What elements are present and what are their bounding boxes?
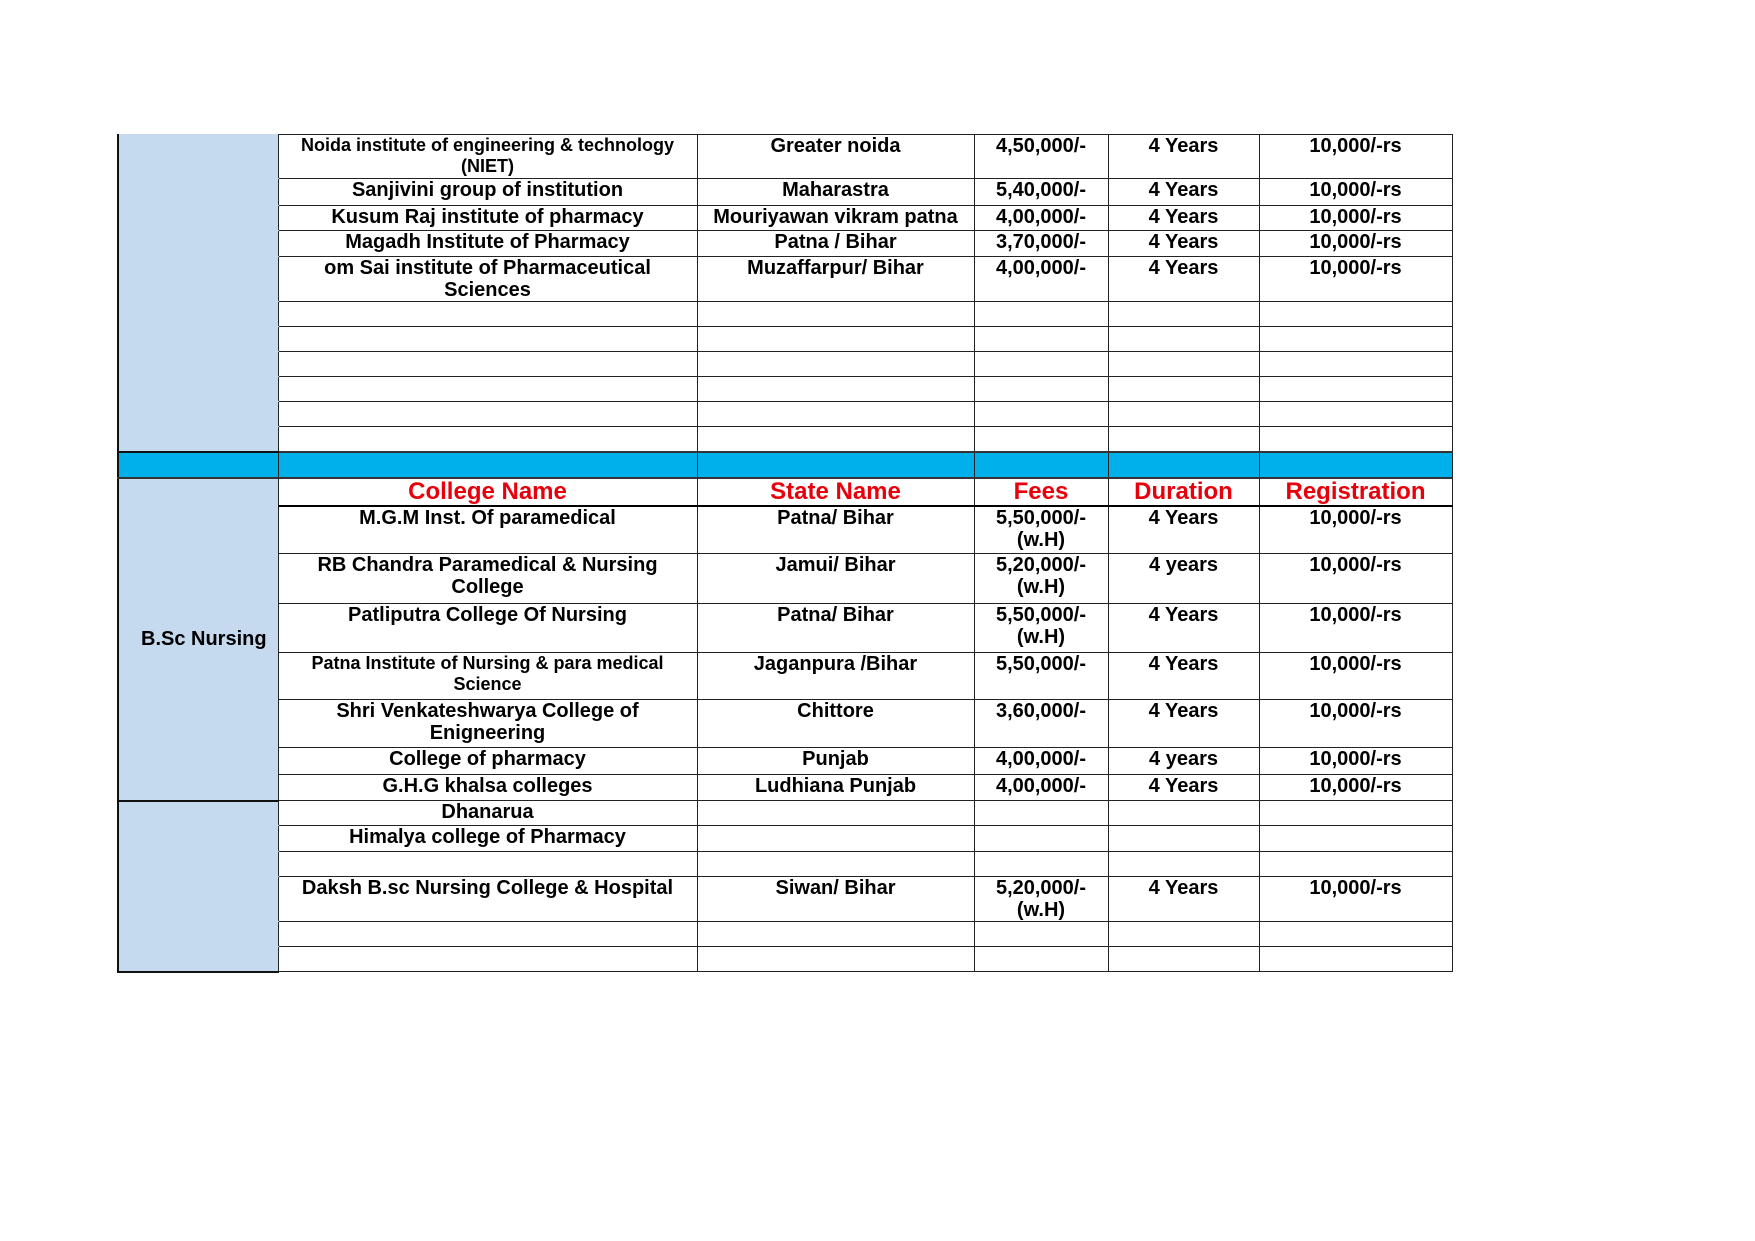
category-cell	[118, 402, 278, 427]
table-row	[118, 700, 1452, 748]
fees-value: 3,60,000/-	[995, 700, 1087, 722]
category-cell	[118, 352, 278, 377]
fees-note: (w.H)	[1016, 528, 1066, 551]
fees-cell	[974, 231, 1108, 257]
fees-cell	[974, 748, 1108, 775]
column-header-row	[118, 478, 1452, 506]
college-cell: om Sai institute of Pharmaceutical Sciences	[278, 257, 697, 302]
fees-value: 4,50,000/-	[995, 135, 1087, 157]
band-cell	[1259, 452, 1452, 478]
state-cell	[697, 852, 974, 877]
empty-row	[118, 427, 1452, 452]
fees-value: 4,00,000/-	[995, 775, 1087, 797]
duration-cell: 4 Years	[1108, 700, 1259, 748]
fees-cell	[974, 653, 1108, 700]
fees-value: 5,20,000/-	[995, 877, 1087, 899]
duration-cell: 4 years	[1108, 554, 1259, 604]
category-cell	[118, 826, 278, 852]
fees-value: 4,00,000/-	[995, 257, 1087, 279]
fees-value: 5,20,000/-	[995, 554, 1087, 576]
empty-cell	[278, 947, 697, 972]
empty-cell	[1108, 922, 1259, 947]
college-cell: Magadh Institute of Pharmacy	[278, 231, 697, 257]
empty-cell	[974, 402, 1108, 427]
table-row	[118, 206, 1452, 231]
duration-cell: 4 Years	[1108, 257, 1259, 302]
empty-row	[118, 947, 1452, 972]
college-cell: Patliputra College Of Nursing	[278, 604, 697, 653]
fees-cell	[974, 206, 1108, 231]
college-fees-table	[117, 134, 1453, 973]
state-cell: Ludhiana Punjab	[697, 775, 974, 801]
college-cell: Dhanarua	[278, 801, 697, 826]
fees-value: 5,50,000/-	[995, 604, 1087, 626]
fees-cell	[974, 877, 1108, 922]
fees-cell	[974, 852, 1108, 877]
category-cell	[118, 302, 278, 327]
state-cell: Jaganpura /Bihar	[697, 653, 974, 700]
state-cell	[697, 826, 974, 852]
registration-cell: 10,000/-rs	[1259, 604, 1452, 653]
empty-row	[118, 327, 1452, 352]
state-cell: Patna/ Bihar	[697, 604, 974, 653]
fees-cell	[974, 826, 1108, 852]
fees-value: 4,00,000/-	[995, 748, 1087, 770]
category-cell	[118, 231, 278, 257]
duration-cell	[1108, 852, 1259, 877]
empty-cell	[697, 947, 974, 972]
category-cell	[118, 206, 278, 231]
college-cell	[278, 852, 697, 877]
college-cell: Sanjivini group of institution	[278, 179, 697, 206]
state-cell: Greater noida	[697, 135, 974, 179]
empty-cell	[278, 427, 697, 452]
state-cell: Siwan/ Bihar	[697, 877, 974, 922]
fees-cell	[974, 801, 1108, 826]
duration-cell: 4 Years	[1108, 653, 1259, 700]
empty-cell	[1108, 327, 1259, 352]
empty-cell	[697, 402, 974, 427]
empty-cell	[1259, 377, 1452, 402]
table-row	[118, 554, 1452, 604]
empty-row	[118, 377, 1452, 402]
state-cell: Punjab	[697, 748, 974, 775]
table-row	[118, 775, 1452, 801]
table-row	[118, 801, 1452, 826]
table-row	[118, 506, 1452, 554]
table-row	[118, 852, 1452, 877]
college-cell: Himalya college of Pharmacy	[278, 826, 697, 852]
duration-cell: 4 Years	[1108, 604, 1259, 653]
empty-cell	[697, 377, 974, 402]
category-cell	[118, 377, 278, 402]
empty-cell	[1108, 402, 1259, 427]
empty-cell	[697, 922, 974, 947]
state-cell: Patna / Bihar	[697, 231, 974, 257]
band-cell	[1108, 452, 1259, 478]
empty-row	[118, 402, 1452, 427]
registration-cell	[1259, 826, 1452, 852]
empty-cell	[1259, 947, 1452, 972]
duration-cell: 4 Years	[1108, 877, 1259, 922]
empty-cell	[1259, 427, 1452, 452]
state-cell: Mouriyawan vikram patna	[697, 206, 974, 231]
fees-note: (w.H)	[1016, 576, 1066, 598]
registration-cell: 10,000/-rs	[1259, 257, 1452, 302]
registration-cell: 10,000/-rs	[1259, 206, 1452, 231]
duration-cell: 4 Years	[1108, 179, 1259, 206]
registration-cell: 10,000/-rs	[1259, 700, 1452, 748]
table-row	[118, 179, 1452, 206]
college-cell: G.H.G khalsa colleges	[278, 775, 697, 801]
empty-cell	[697, 327, 974, 352]
fees-value: 5,40,000/-	[995, 179, 1087, 201]
table-row	[118, 653, 1452, 700]
college-cell: Patna Institute of Nursing & para medical Science	[278, 653, 697, 700]
empty-cell	[974, 427, 1108, 452]
header-duration: Duration	[1108, 478, 1259, 506]
empty-cell	[974, 352, 1108, 377]
registration-cell: 10,000/-rs	[1259, 179, 1452, 206]
college-cell: Noida institute of engineering & technology (NIET)	[278, 135, 697, 179]
empty-cell	[697, 427, 974, 452]
category-cell	[118, 947, 278, 972]
empty-cell	[278, 377, 697, 402]
category-cell	[118, 877, 278, 922]
band-cell	[974, 452, 1108, 478]
empty-cell	[974, 922, 1108, 947]
empty-cell	[974, 377, 1108, 402]
empty-cell	[1259, 922, 1452, 947]
registration-cell: 10,000/-rs	[1259, 554, 1452, 604]
header-state: State Name	[697, 478, 974, 506]
category-cell	[118, 922, 278, 947]
registration-cell: 10,000/-rs	[1259, 748, 1452, 775]
college-cell: College of pharmacy	[278, 748, 697, 775]
college-cell: M.G.M Inst. Of paramedical	[278, 506, 697, 554]
college-cell: RB Chandra Paramedical & Nursing College	[278, 554, 697, 604]
college-cell: Kusum Raj institute of pharmacy	[278, 206, 697, 231]
category-cell	[118, 852, 278, 877]
table-row	[118, 135, 1452, 179]
fees-value: 5,50,000/-	[995, 653, 1087, 675]
state-cell	[697, 801, 974, 826]
empty-row	[118, 922, 1452, 947]
registration-cell	[1259, 801, 1452, 826]
category-label-bsc-nursing: B.Sc Nursing	[118, 478, 278, 801]
category-cell	[118, 257, 278, 302]
college-cell: Daksh B.sc Nursing College & Hospital	[278, 877, 697, 922]
duration-cell	[1108, 826, 1259, 852]
empty-cell	[278, 352, 697, 377]
category-cell	[118, 801, 278, 826]
empty-cell	[1259, 327, 1452, 352]
empty-cell	[974, 947, 1108, 972]
empty-cell	[1108, 302, 1259, 327]
registration-cell: 10,000/-rs	[1259, 506, 1452, 554]
category-cell	[118, 135, 278, 179]
duration-cell: 4 years	[1108, 748, 1259, 775]
empty-row	[118, 352, 1452, 377]
empty-cell	[278, 402, 697, 427]
duration-cell: 4 Years	[1108, 506, 1259, 554]
table-row	[118, 826, 1452, 852]
empty-cell	[1108, 352, 1259, 377]
band-cell	[697, 452, 974, 478]
empty-cell	[1108, 377, 1259, 402]
registration-cell: 10,000/-rs	[1259, 877, 1452, 922]
category-cell	[118, 427, 278, 452]
fees-cell	[974, 506, 1108, 554]
fees-cell	[974, 554, 1108, 604]
band-cell	[278, 452, 697, 478]
duration-cell: 4 Years	[1108, 135, 1259, 179]
registration-cell: 10,000/-rs	[1259, 135, 1452, 179]
header-college: College Name	[278, 478, 697, 506]
fees-value: 4,00,000/-	[995, 206, 1087, 228]
duration-cell	[1108, 801, 1259, 826]
registration-cell	[1259, 852, 1452, 877]
empty-cell	[697, 352, 974, 377]
fees-cell	[974, 257, 1108, 302]
section-divider-band	[118, 452, 1452, 478]
registration-cell: 10,000/-rs	[1259, 653, 1452, 700]
fees-cell	[974, 775, 1108, 801]
fees-cell	[974, 135, 1108, 179]
state-cell: Patna/ Bihar	[697, 506, 974, 554]
category-cell	[118, 327, 278, 352]
empty-cell	[278, 302, 697, 327]
table-row	[118, 877, 1452, 922]
category-cell	[118, 179, 278, 206]
empty-cell	[278, 922, 697, 947]
state-cell: Muzaffarpur/ Bihar	[697, 257, 974, 302]
header-registration: Registration	[1259, 478, 1452, 506]
fees-note: (w.H)	[1016, 899, 1066, 921]
fees-cell	[974, 604, 1108, 653]
college-cell: Shri Venkateshwarya College of Enigneering	[278, 700, 697, 748]
empty-cell	[1259, 352, 1452, 377]
fees-value: 5,50,000/-	[995, 506, 1087, 529]
empty-cell	[974, 327, 1108, 352]
table-row	[118, 231, 1452, 257]
fees-note: (w.H)	[1016, 626, 1066, 648]
band-cell	[118, 452, 278, 478]
fees-cell	[974, 179, 1108, 206]
fees-cell	[974, 700, 1108, 748]
fees-value: 3,70,000/-	[995, 231, 1087, 253]
table-row	[118, 748, 1452, 775]
table-row	[118, 257, 1452, 302]
empty-cell	[1259, 402, 1452, 427]
table-row	[118, 604, 1452, 653]
empty-row	[118, 302, 1452, 327]
state-cell: Maharastra	[697, 179, 974, 206]
empty-cell	[697, 302, 974, 327]
empty-cell	[278, 327, 697, 352]
registration-cell: 10,000/-rs	[1259, 775, 1452, 801]
state-cell: Jamui/ Bihar	[697, 554, 974, 604]
registration-cell: 10,000/-rs	[1259, 231, 1452, 257]
empty-cell	[1108, 947, 1259, 972]
empty-cell	[1108, 427, 1259, 452]
duration-cell: 4 Years	[1108, 206, 1259, 231]
empty-cell	[1259, 302, 1452, 327]
header-fees: Fees	[974, 478, 1108, 506]
state-cell: Chittore	[697, 700, 974, 748]
duration-cell: 4 Years	[1108, 775, 1259, 801]
empty-cell	[974, 302, 1108, 327]
duration-cell: 4 Years	[1108, 231, 1259, 257]
